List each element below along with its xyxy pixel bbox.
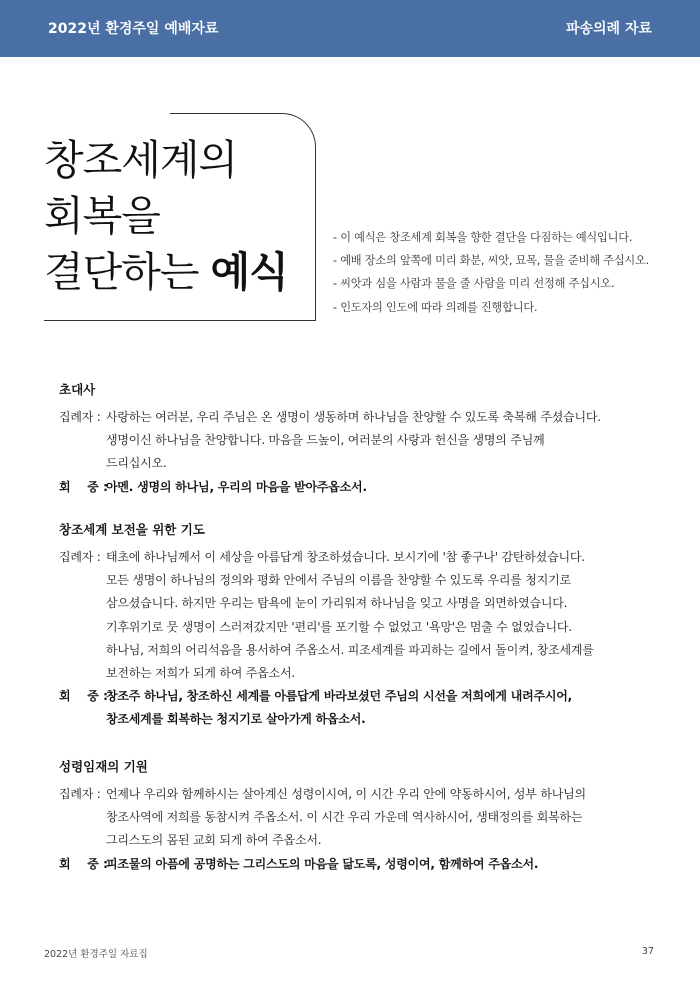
title-underline bbox=[44, 320, 316, 321]
leader-line: 보전하는 저희가 되게 하여 주옵소서. bbox=[106, 666, 295, 681]
page-number: 37 bbox=[641, 946, 654, 957]
header-section: 파송의례 자료 bbox=[565, 21, 652, 37]
response-line: 회 중 : 아멘. 생명의 하나님, 우리의 마음을 받아주옵소서. bbox=[59, 476, 659, 499]
title-emphasis: 예식 bbox=[210, 248, 288, 296]
title-line-1: 창조세계의 bbox=[44, 136, 238, 184]
leader-line: 기후위기로 뭇 생명이 스러져갔지만 '편리'를 포기할 수 없었고 '욕망'은 멈출 수 없었습니다. bbox=[106, 619, 572, 634]
title-line-3 bbox=[44, 244, 319, 300]
leader-label: 집례자 : bbox=[59, 550, 101, 564]
footer-publication: 2022년 환경주일 자료집 bbox=[44, 949, 148, 960]
section-invitation bbox=[59, 378, 659, 499]
note-item: - 예배 장소의 앞쪽에 미리 화분, 씨앗, 묘목, 물을 준비해 주십시오. bbox=[333, 254, 650, 268]
leader-line: 드리십시오. bbox=[106, 456, 167, 471]
section-prayer bbox=[59, 518, 659, 732]
response-line: 회 중 : 피조물의 아픔에 공명하는 그리스도의 마음을 닮도록, 성령이여, 함께하여 주옵소서. bbox=[59, 853, 659, 876]
leader-line: 집례자 : 언제나 우리와 함께하시는 살아계신 성령이시여, 이 시간 우리 안에 약동하시어, 성부 하나님의 bbox=[59, 783, 659, 806]
response-label: 회 중 : bbox=[59, 856, 108, 871]
leader-line: 집례자 : 사랑하는 여러분, 우리 주님은 온 생명이 생동하며 하나님을 찬양할 수 있도록 축복해 주셨습니다. bbox=[59, 406, 659, 429]
leader-label: 집례자 : bbox=[59, 787, 101, 801]
instruction-notes bbox=[333, 226, 673, 319]
leader-line: 그리스도의 몸된 교회 되게 하여 주옵소서. bbox=[106, 833, 322, 848]
leader-line: 생명이신 하나님을 찬양합니다. 마음을 드높이, 여러분의 사랑과 헌신을 생명의 주님께 bbox=[106, 433, 545, 448]
leader-label: 집례자 : bbox=[59, 410, 101, 424]
page-header bbox=[0, 0, 700, 57]
response-line: 창조세계를 회복하는 청지기로 살아가게 하옵소서. bbox=[106, 712, 366, 727]
leader-line: 하나님, 저희의 어리석음을 용서하여 주옵소서. 피조세계를 파괴하는 길에서 돌이켜, 창조세계를 bbox=[106, 642, 594, 657]
leader-line: 집례자 : 태초에 하나님께서 이 세상을 아름답게 창조하셨습니다. 보시기에 '참 좋구나' 감탄하셨습니다. bbox=[59, 546, 659, 569]
note-item: - 인도자의 인도에 따라 의례를 진행합니다. bbox=[333, 300, 538, 314]
response-label: 회 중 : bbox=[59, 479, 108, 494]
section-title: 성령임재의 기원 bbox=[59, 759, 148, 774]
section-invocation bbox=[59, 755, 659, 876]
section-title: 초대사 bbox=[59, 382, 96, 397]
leader-line: 창조사역에 저희를 동참시켜 주옵소서. 이 시간 우리 가운데 역사하시어, 생태정의를 회복하는 bbox=[106, 810, 583, 825]
leader-line: 삼으셨습니다. 하지만 우리는 탐욕에 눈이 가리워져 하나님을 잊고 사명을 외면하였습니다. bbox=[106, 596, 568, 611]
header-title: 2022년 환경주일 예배자료 bbox=[48, 21, 219, 37]
title-line-2: 회복을 bbox=[44, 192, 160, 240]
page-title bbox=[44, 132, 319, 300]
section-title: 창조세계 보전을 위한 기도 bbox=[59, 522, 205, 537]
note-item: - 이 예식은 창조세계 회복을 향한 결단을 다짐하는 예식입니다. bbox=[333, 231, 633, 244]
note-item: - 씨앗과 심을 사람과 물을 줄 사람을 미리 선정해 주십시오. bbox=[333, 277, 615, 291]
response-label: 회 중 : bbox=[59, 689, 108, 704]
leader-line: 모든 생명이 하나님의 정의와 평화 안에서 주님의 이름을 찬양할 수 있도록 우리를 청지기로 bbox=[106, 573, 571, 588]
title-line-3-plain: 결단하는 bbox=[44, 248, 211, 296]
response-line: 회 중 : 창조주 하나님, 창조하신 세계를 아름답게 바라보셨던 주님의 시선을 저희에게 내려주시어, bbox=[59, 685, 659, 708]
